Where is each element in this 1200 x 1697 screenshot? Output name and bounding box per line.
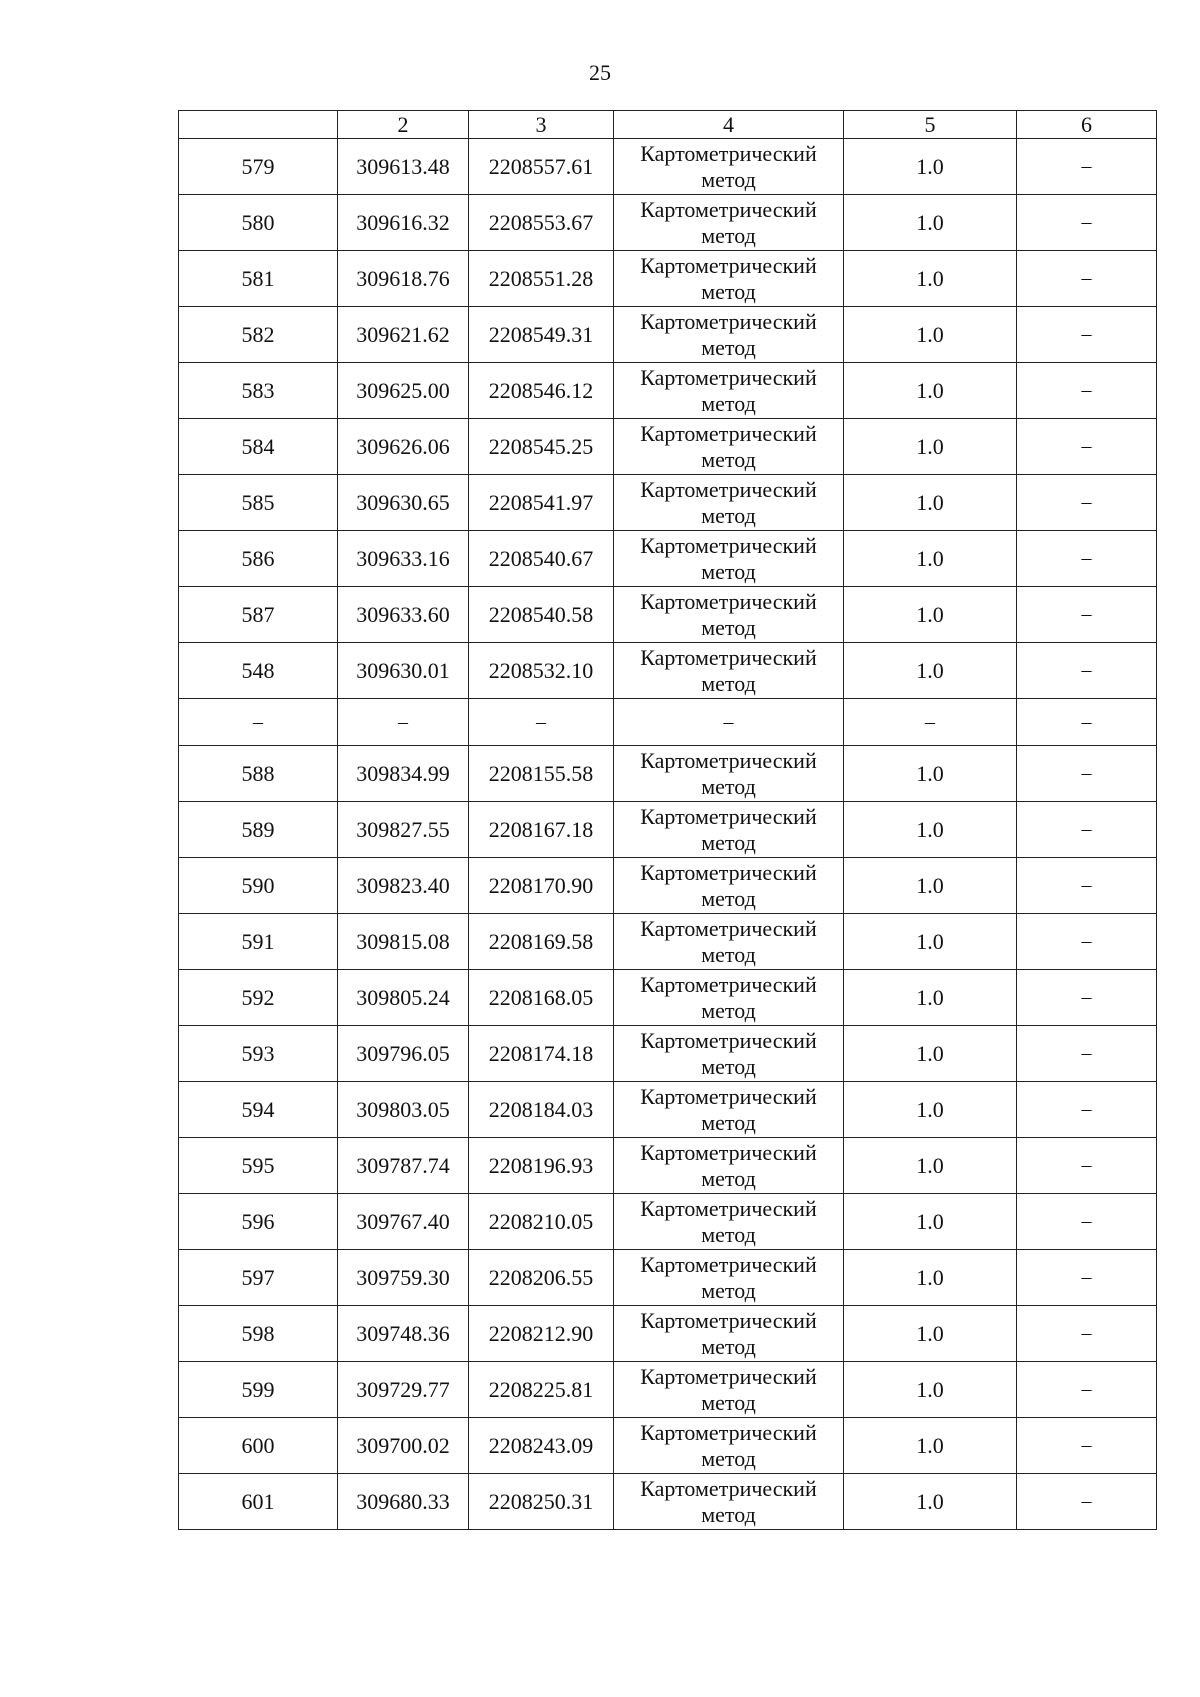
x-coordinate-cell: 309625.00 <box>338 363 469 419</box>
table-row <box>179 251 1157 307</box>
accuracy-cell: 1.0 <box>844 858 1017 914</box>
y-coordinate-cell: 2208225.81 <box>469 1362 614 1418</box>
description-cell: – <box>1017 531 1157 587</box>
description-cell: – <box>1017 1306 1157 1362</box>
accuracy-cell: 1.0 <box>844 307 1017 363</box>
y-coordinate-cell: 2208196.93 <box>469 1138 614 1194</box>
method-cell: Картометрический метод <box>614 1026 844 1082</box>
y-coordinate-cell: – <box>469 699 614 746</box>
table-row <box>179 195 1157 251</box>
accuracy-cell: 1.0 <box>844 251 1017 307</box>
y-coordinate-cell: 2208540.67 <box>469 531 614 587</box>
x-coordinate-cell: 309823.40 <box>338 858 469 914</box>
table-row <box>179 802 1157 858</box>
description-cell: – <box>1017 802 1157 858</box>
y-coordinate-cell: 2208549.31 <box>469 307 614 363</box>
method-cell: Картометрический метод <box>614 531 844 587</box>
x-coordinate-cell: 309834.99 <box>338 746 469 802</box>
point-number-cell: 580 <box>179 195 338 251</box>
method-cell: Картометрический метод <box>614 1138 844 1194</box>
method-cell: Картометрический метод <box>614 195 844 251</box>
method-cell: Картометрический метод <box>614 1082 844 1138</box>
x-coordinate-cell: 309680.33 <box>338 1474 469 1530</box>
method-cell: Картометрический метод <box>614 1474 844 1530</box>
x-coordinate-cell: 309621.62 <box>338 307 469 363</box>
accuracy-cell: 1.0 <box>844 1082 1017 1138</box>
method-cell: Картометрический метод <box>614 363 844 419</box>
column-header: 3 <box>469 111 614 139</box>
point-number-cell: 584 <box>179 419 338 475</box>
accuracy-cell: 1.0 <box>844 914 1017 970</box>
coordinates-table <box>178 110 1157 1530</box>
method-cell: – <box>614 699 844 746</box>
point-number-cell: 590 <box>179 858 338 914</box>
x-coordinate-cell: 309613.48 <box>338 139 469 195</box>
description-cell: – <box>1017 251 1157 307</box>
table-header <box>179 111 1157 139</box>
description-cell: – <box>1017 1026 1157 1082</box>
x-coordinate-cell: 309630.01 <box>338 643 469 699</box>
y-coordinate-cell: 2208174.18 <box>469 1026 614 1082</box>
x-coordinate-cell: 309767.40 <box>338 1194 469 1250</box>
column-header: 4 <box>614 111 844 139</box>
accuracy-cell: 1.0 <box>844 746 1017 802</box>
table-row <box>179 970 1157 1026</box>
point-number-cell: 599 <box>179 1362 338 1418</box>
x-coordinate-cell: 309626.06 <box>338 419 469 475</box>
point-number-cell: 593 <box>179 1026 338 1082</box>
point-number-cell: 586 <box>179 531 338 587</box>
y-coordinate-cell: 2208545.25 <box>469 419 614 475</box>
description-cell: – <box>1017 699 1157 746</box>
method-cell: Картометрический метод <box>614 1194 844 1250</box>
table-row <box>179 587 1157 643</box>
table-row <box>179 1082 1157 1138</box>
description-cell: – <box>1017 475 1157 531</box>
table-row <box>179 1306 1157 1362</box>
table-row <box>179 1194 1157 1250</box>
table-row <box>179 475 1157 531</box>
point-number-cell: 591 <box>179 914 338 970</box>
point-number-cell: 596 <box>179 1194 338 1250</box>
point-number-cell: 582 <box>179 307 338 363</box>
point-number-cell: 581 <box>179 251 338 307</box>
y-coordinate-cell: 2208553.67 <box>469 195 614 251</box>
method-cell: Картометрический метод <box>614 643 844 699</box>
accuracy-cell: 1.0 <box>844 419 1017 475</box>
accuracy-cell: 1.0 <box>844 1362 1017 1418</box>
x-coordinate-cell: 309803.05 <box>338 1082 469 1138</box>
x-coordinate-cell: 309630.65 <box>338 475 469 531</box>
x-coordinate-cell: 309618.76 <box>338 251 469 307</box>
description-cell: – <box>1017 195 1157 251</box>
x-coordinate-cell: 309700.02 <box>338 1418 469 1474</box>
point-number-cell: 600 <box>179 1418 338 1474</box>
table-row <box>179 419 1157 475</box>
x-coordinate-cell: 309805.24 <box>338 970 469 1026</box>
point-number-cell: 595 <box>179 1138 338 1194</box>
y-coordinate-cell: 2208170.90 <box>469 858 614 914</box>
description-cell: – <box>1017 1194 1157 1250</box>
accuracy-cell: 1.0 <box>844 1138 1017 1194</box>
table-body <box>179 139 1157 1530</box>
y-coordinate-cell: 2208155.58 <box>469 746 614 802</box>
description-cell: – <box>1017 1474 1157 1530</box>
method-cell: Картометрический метод <box>614 251 844 307</box>
method-cell: Картометрический метод <box>614 858 844 914</box>
y-coordinate-cell: 2208551.28 <box>469 251 614 307</box>
y-coordinate-cell: 2208250.31 <box>469 1474 614 1530</box>
method-cell: Картометрический метод <box>614 419 844 475</box>
method-cell: Картометрический метод <box>614 587 844 643</box>
x-coordinate-cell: 309815.08 <box>338 914 469 970</box>
point-number-cell: 583 <box>179 363 338 419</box>
y-coordinate-cell: 2208169.58 <box>469 914 614 970</box>
header-row <box>179 111 1157 139</box>
accuracy-cell: 1.0 <box>844 475 1017 531</box>
accuracy-cell: 1.0 <box>844 139 1017 195</box>
accuracy-cell: 1.0 <box>844 802 1017 858</box>
table-row <box>179 1138 1157 1194</box>
x-coordinate-cell: 309796.05 <box>338 1026 469 1082</box>
description-cell: – <box>1017 858 1157 914</box>
table-row <box>179 307 1157 363</box>
method-cell: Картометрический метод <box>614 475 844 531</box>
description-cell: – <box>1017 746 1157 802</box>
x-coordinate-cell: 309616.32 <box>338 195 469 251</box>
x-coordinate-cell: 309759.30 <box>338 1250 469 1306</box>
y-coordinate-cell: 2208210.05 <box>469 1194 614 1250</box>
table-row <box>179 914 1157 970</box>
y-coordinate-cell: 2208541.97 <box>469 475 614 531</box>
x-coordinate-cell: 309827.55 <box>338 802 469 858</box>
description-cell: – <box>1017 1362 1157 1418</box>
point-number-cell: 587 <box>179 587 338 643</box>
table-row <box>179 1362 1157 1418</box>
table-row <box>179 746 1157 802</box>
column-header: 2 <box>338 111 469 139</box>
x-coordinate-cell: 309633.60 <box>338 587 469 643</box>
point-number-cell: 594 <box>179 1082 338 1138</box>
description-cell: – <box>1017 363 1157 419</box>
point-number-cell: 579 <box>179 139 338 195</box>
accuracy-cell: 1.0 <box>844 195 1017 251</box>
method-cell: Картометрический метод <box>614 307 844 363</box>
point-number-cell: 589 <box>179 802 338 858</box>
table-row <box>179 1474 1157 1530</box>
description-cell: – <box>1017 914 1157 970</box>
table-row <box>179 1250 1157 1306</box>
method-cell: Картометрический метод <box>614 139 844 195</box>
method-cell: Картометрический метод <box>614 1418 844 1474</box>
point-number-cell: 601 <box>179 1474 338 1530</box>
table-row <box>179 531 1157 587</box>
method-cell: Картометрический метод <box>614 802 844 858</box>
point-number-cell: 592 <box>179 970 338 1026</box>
y-coordinate-cell: 2208532.10 <box>469 643 614 699</box>
description-cell: – <box>1017 1082 1157 1138</box>
accuracy-cell: 1.0 <box>844 1250 1017 1306</box>
x-coordinate-cell: 309729.77 <box>338 1362 469 1418</box>
y-coordinate-cell: 2208168.05 <box>469 970 614 1026</box>
description-cell: – <box>1017 307 1157 363</box>
column-header: 6 <box>1017 111 1157 139</box>
method-cell: Картометрический метод <box>614 1306 844 1362</box>
description-cell: – <box>1017 1418 1157 1474</box>
point-number-cell: 588 <box>179 746 338 802</box>
x-coordinate-cell: – <box>338 699 469 746</box>
table-row <box>179 363 1157 419</box>
method-cell: Картометрический метод <box>614 970 844 1026</box>
accuracy-cell: 1.0 <box>844 1474 1017 1530</box>
table-row <box>179 1418 1157 1474</box>
description-cell: – <box>1017 139 1157 195</box>
y-coordinate-cell: 2208243.09 <box>469 1418 614 1474</box>
y-coordinate-cell: 2208167.18 <box>469 802 614 858</box>
x-coordinate-cell: 309748.36 <box>338 1306 469 1362</box>
point-number-cell: 585 <box>179 475 338 531</box>
page-number: 25 <box>589 60 611 85</box>
table-row-separator <box>179 699 1157 746</box>
x-coordinate-cell: 309787.74 <box>338 1138 469 1194</box>
accuracy-cell: 1.0 <box>844 363 1017 419</box>
table-row <box>179 139 1157 195</box>
description-cell: – <box>1017 970 1157 1026</box>
table-row <box>179 1026 1157 1082</box>
method-cell: Картометрический метод <box>614 1362 844 1418</box>
y-coordinate-cell: 2208184.03 <box>469 1082 614 1138</box>
description-cell: – <box>1017 419 1157 475</box>
method-cell: Картометрический метод <box>614 914 844 970</box>
table-row <box>179 643 1157 699</box>
point-number-cell: 598 <box>179 1306 338 1362</box>
point-number-cell: – <box>179 699 338 746</box>
accuracy-cell: 1.0 <box>844 1418 1017 1474</box>
accuracy-cell: 1.0 <box>844 1306 1017 1362</box>
description-cell: – <box>1017 1138 1157 1194</box>
y-coordinate-cell: 2208212.90 <box>469 1306 614 1362</box>
column-header <box>179 111 338 139</box>
y-coordinate-cell: 2208540.58 <box>469 587 614 643</box>
y-coordinate-cell: 2208546.12 <box>469 363 614 419</box>
accuracy-cell: 1.0 <box>844 1026 1017 1082</box>
y-coordinate-cell: 2208557.61 <box>469 139 614 195</box>
accuracy-cell: – <box>844 699 1017 746</box>
accuracy-cell: 1.0 <box>844 1194 1017 1250</box>
point-number-cell: 548 <box>179 643 338 699</box>
y-coordinate-cell: 2208206.55 <box>469 1250 614 1306</box>
accuracy-cell: 1.0 <box>844 970 1017 1026</box>
column-header: 5 <box>844 111 1017 139</box>
description-cell: – <box>1017 1250 1157 1306</box>
accuracy-cell: 1.0 <box>844 531 1017 587</box>
method-cell: Картометрический метод <box>614 746 844 802</box>
point-number-cell: 597 <box>179 1250 338 1306</box>
description-cell: – <box>1017 587 1157 643</box>
accuracy-cell: 1.0 <box>844 643 1017 699</box>
x-coordinate-cell: 309633.16 <box>338 531 469 587</box>
table-row <box>179 858 1157 914</box>
method-cell: Картометрический метод <box>614 1250 844 1306</box>
description-cell: – <box>1017 643 1157 699</box>
accuracy-cell: 1.0 <box>844 587 1017 643</box>
